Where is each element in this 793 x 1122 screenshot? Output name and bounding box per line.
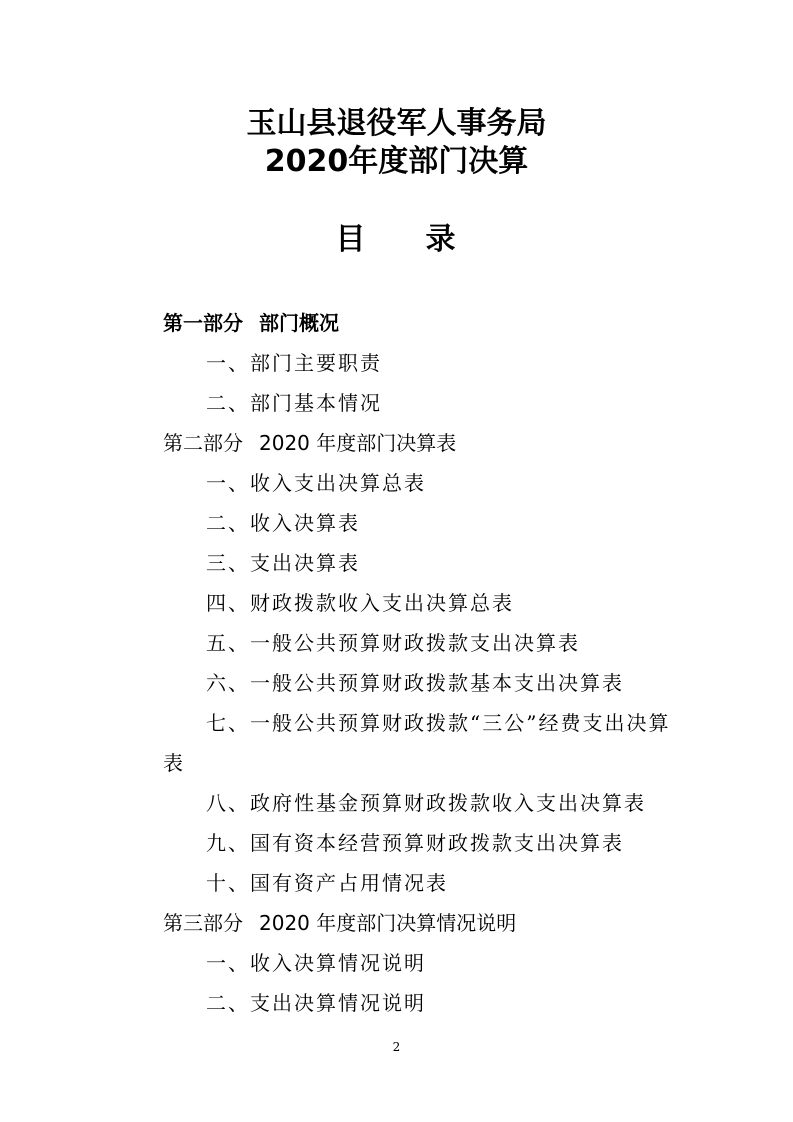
toc-item-continuation[interactable]: 表 <box>163 751 183 775</box>
toc-item[interactable]: 一、收入支出决算总表 <box>206 471 426 495</box>
toc-item[interactable]: 八、政府性基金预算财政拨款收入支出决算表 <box>206 791 646 815</box>
toc-item[interactable]: 九、国有资本经营预算财政拨款支出决算表 <box>206 831 624 855</box>
toc-part2[interactable] <box>163 430 456 456</box>
toc-item[interactable]: 一、部门主要职责 <box>206 351 382 375</box>
part2-title: 2020 年度部门决算表 <box>259 431 457 455</box>
toc-heading <box>0 222 793 258</box>
page-number: 2 <box>392 1040 401 1054</box>
toc-item[interactable]: 十、国有资产占用情况表 <box>206 871 448 895</box>
document-subtitle: 2020年度部门决算 <box>264 144 529 179</box>
toc-item[interactable]: 一、收入决算情况说明 <box>206 951 426 975</box>
toc-item[interactable]: 三、支出决算表 <box>206 551 360 575</box>
document-title: 玉山县退役军人事务局 <box>246 106 547 141</box>
toc-item[interactable]: 五、一般公共预算财政拨款支出决算表 <box>206 631 580 655</box>
part1-title: 部门概况 <box>259 311 339 335</box>
toc-part1[interactable] <box>163 310 339 336</box>
toc-item[interactable]: 二、支出决算情况说明 <box>206 991 426 1015</box>
part3-title: 2020 年度部门决算情况说明 <box>259 911 517 935</box>
toc-item[interactable]: 二、部门基本情况 <box>206 391 382 415</box>
part1-label: 第一部分 <box>163 311 243 335</box>
toc-item[interactable]: 二、收入决算表 <box>206 511 360 535</box>
toc-item[interactable]: 四、财政拨款收入支出决算总表 <box>206 591 514 615</box>
part2-label: 第二部分 <box>163 431 243 455</box>
toc-item[interactable]: 七、一般公共预算财政拨款“三公”经费支出决算 <box>206 711 671 735</box>
toc-part3[interactable] <box>163 910 516 936</box>
part3-label: 第三部分 <box>163 911 243 935</box>
toc-heading-char1: 目 <box>335 222 368 257</box>
toc-item[interactable]: 六、一般公共预算财政拨款基本支出决算表 <box>206 671 624 695</box>
toc-heading-char2: 录 <box>425 222 458 257</box>
